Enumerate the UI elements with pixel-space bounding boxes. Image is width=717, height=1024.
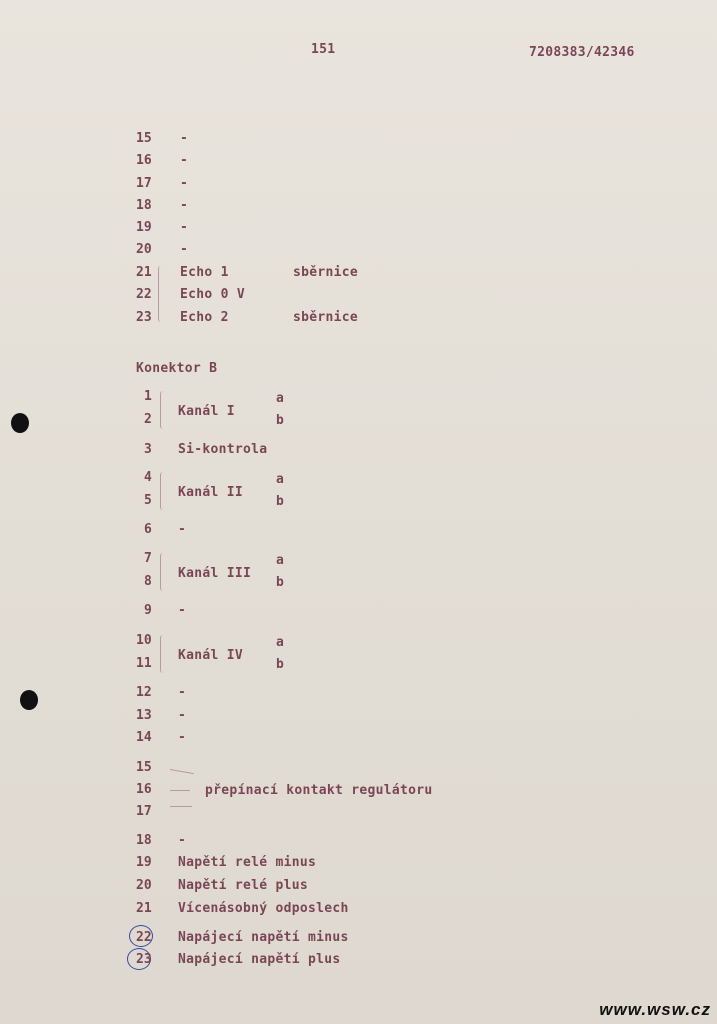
line-text: - <box>178 522 187 537</box>
line-number: 14 <box>136 730 152 745</box>
pin-a: a <box>276 553 285 568</box>
line-number: 23 <box>136 310 152 325</box>
section-title: Konektor B <box>136 361 218 376</box>
pin-b: b <box>276 413 285 428</box>
connection-line <box>170 769 194 774</box>
line-number: 19 <box>136 220 152 235</box>
line-number: 20 <box>136 878 152 893</box>
line-number: 17 <box>136 804 152 819</box>
line-text: - <box>180 131 189 146</box>
line-number: 1 <box>144 389 152 404</box>
line-number: 5 <box>144 493 152 508</box>
line-text: Echo 2 <box>180 310 229 325</box>
line-number: 13 <box>136 708 152 723</box>
channel-label: Kanál II <box>178 485 244 500</box>
line-number: 20 <box>136 242 152 257</box>
connection-line <box>170 806 192 807</box>
pin-b: b <box>276 575 285 590</box>
connection-line <box>170 790 190 791</box>
line-text: Napájecí napětí minus <box>178 930 349 945</box>
pin-b: b <box>276 494 285 509</box>
line-number: 6 <box>144 522 152 537</box>
line-number: 16 <box>136 153 152 168</box>
line-number: 18 <box>136 198 152 213</box>
bracket <box>160 472 167 510</box>
line-text: - <box>180 220 189 235</box>
document-id: 7208383/42346 <box>529 45 635 60</box>
line-text: - <box>180 198 189 213</box>
punch-hole <box>11 413 29 433</box>
line-number: 12 <box>136 685 152 700</box>
line-text: - <box>180 153 189 168</box>
line-number: 21 <box>136 265 152 280</box>
line-number: 9 <box>144 603 152 618</box>
page-number: 151 <box>311 42 336 57</box>
line-number: 16 <box>136 782 152 797</box>
line-text: Echo 0 V <box>180 287 246 302</box>
channel-label: Kanál III <box>178 566 252 581</box>
line-note: sběrnice <box>293 265 359 280</box>
line-number: 8 <box>144 574 152 589</box>
line-text: - <box>178 603 187 618</box>
channel-label: Kanál I <box>178 404 235 419</box>
line-text: Napětí relé minus <box>178 855 317 870</box>
line-text: - <box>178 730 187 745</box>
line-text: Echo 1 <box>180 265 229 280</box>
line-text: Napájecí napětí plus <box>178 952 341 967</box>
line-number: 15 <box>136 760 152 775</box>
line-number: 17 <box>136 176 152 191</box>
line-text: - <box>180 176 189 191</box>
pin-a: a <box>276 472 285 487</box>
punch-hole <box>20 690 38 710</box>
bracket <box>160 635 167 673</box>
pin-b: b <box>276 657 285 672</box>
line-note: sběrnice <box>293 310 359 325</box>
line-text: - <box>178 833 187 848</box>
line-number: 18 <box>136 833 152 848</box>
line-number: 11 <box>136 656 152 671</box>
line-number: 22 <box>136 930 152 945</box>
line-text: Napětí relé plus <box>178 878 309 893</box>
line-number: 23 <box>136 952 152 967</box>
line-text: Si-kontrola <box>178 442 268 457</box>
line-text: - <box>178 708 187 723</box>
line-text: - <box>180 242 189 257</box>
pin-a: a <box>276 635 285 650</box>
line-text: - <box>178 685 187 700</box>
watermark: www.wsw.cz <box>599 1000 711 1019</box>
line-number: 15 <box>136 131 152 146</box>
line-number: 4 <box>144 470 152 485</box>
pin-a: a <box>276 391 285 406</box>
bracket <box>160 391 167 429</box>
line-number: 19 <box>136 855 152 870</box>
line-number: 7 <box>144 551 152 566</box>
line-number: 22 <box>136 287 152 302</box>
line-number: 21 <box>136 901 152 916</box>
line-text: Vícenásobný odposlech <box>178 901 349 916</box>
channel-label: Kanál IV <box>178 648 244 663</box>
line-number: 2 <box>144 412 152 427</box>
line-number: 10 <box>136 633 152 648</box>
line-number: 3 <box>144 442 152 457</box>
bracket <box>160 553 167 591</box>
line-text: přepínací kontakt regulátoru <box>205 783 433 798</box>
